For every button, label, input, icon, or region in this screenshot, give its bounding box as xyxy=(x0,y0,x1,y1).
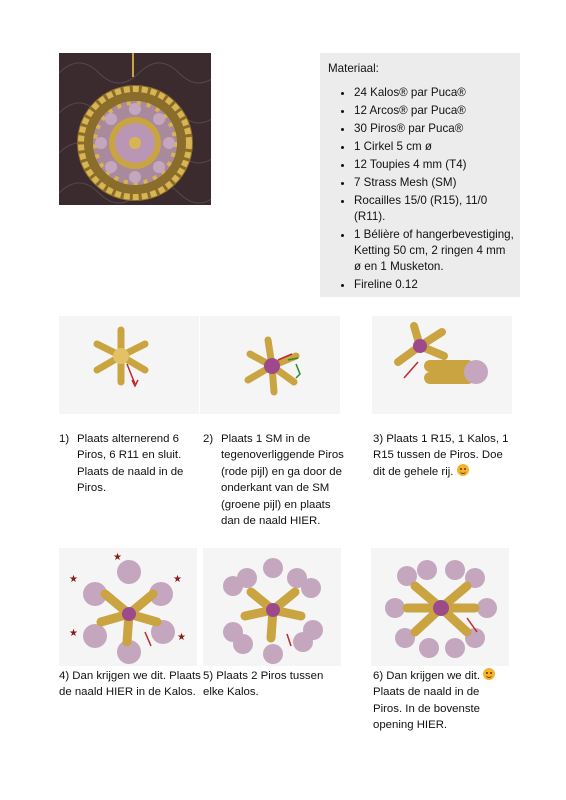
step-6-text xyxy=(373,668,507,734)
materials-item: • 1 Cirkel 5 cm ø xyxy=(354,139,514,155)
step-1-text xyxy=(59,431,199,497)
step-4-photo xyxy=(59,548,197,666)
step-4-illustration xyxy=(59,548,197,666)
step-1-number: 1) xyxy=(59,433,70,445)
step-4-text xyxy=(59,668,203,701)
materials-item: • Fireline 0.12 xyxy=(354,277,514,293)
step-6-photo xyxy=(371,548,509,666)
materials-list xyxy=(328,85,514,293)
smiling-face-icon xyxy=(483,668,495,680)
pendant-photo xyxy=(59,53,211,205)
svg-text:★: ★ xyxy=(113,552,122,563)
step-2-number: 2) xyxy=(203,433,214,445)
step-2-illustration xyxy=(200,316,340,414)
step-6-illustration xyxy=(371,548,509,666)
step-3-body: 3) Plaats 1 R15, 1 Kalos, 1 R15 tussen de Piros. Doe dit de gehele rij. xyxy=(373,433,509,478)
step-6-body-start: 6) Dan krijgen we dit. xyxy=(373,670,480,682)
svg-text:★: ★ xyxy=(173,574,182,585)
materials-item: • 30 Piros® par Puca® xyxy=(354,121,514,137)
materials-item: • 12 Arcos® par Puca® xyxy=(354,103,514,119)
pendant-illustration xyxy=(59,53,211,205)
materials-item: • 7 Strass Mesh (SM) xyxy=(354,175,514,191)
step-2-text xyxy=(203,431,351,529)
step-5-body: 5) Plaats 2 Piros tussen elke Kalos. xyxy=(203,670,324,699)
step-4-body: 4) Dan krijgen we dit. Plaats de naald HIER in de Kalos. xyxy=(59,670,201,699)
materials-box xyxy=(320,53,520,297)
step-1-photo xyxy=(59,316,199,414)
materials-item: • Rocailles 15/0 (R15), 11/0 (R11). xyxy=(354,193,514,225)
step-2-body: Plaats 1 SM in de tegenoverliggende Piros (rode pijl) en ga door de onderkant van de SM (groene pijl) en plaats dan de naald HIER. xyxy=(221,433,344,528)
step-3-illustration xyxy=(372,316,512,414)
step-3-photo xyxy=(372,316,512,414)
smiling-face-icon xyxy=(457,464,469,476)
step-2-photo xyxy=(200,316,340,414)
step-3-text xyxy=(373,431,513,480)
svg-text:★: ★ xyxy=(69,574,78,585)
materials-title: Materiaal: xyxy=(328,62,379,75)
svg-text:★: ★ xyxy=(69,628,78,639)
step-5-photo xyxy=(203,548,341,666)
svg-text:★: ★ xyxy=(177,632,186,643)
step-5-illustration xyxy=(203,548,341,666)
materials-item: • 12 Toupies 4 mm (T4) xyxy=(354,157,514,173)
step-1-body: Plaats alternerend 6 Piros, 6 R11 en sluit. Plaats de naald in de Piros. xyxy=(77,433,184,495)
step-6-body-end: Plaats de naald in de Piros. In de bovenste opening HIER. xyxy=(373,686,481,732)
materials-item: • 1 Bélière of hangerbevestiging, Ketting 50 cm, 2 ringen 4 mm ø en 1 Musketon. xyxy=(354,227,514,275)
materials-item: • 24 Kalos® par Puca® xyxy=(354,85,514,101)
step-5-text xyxy=(203,668,343,701)
step-1-illustration xyxy=(59,316,199,414)
